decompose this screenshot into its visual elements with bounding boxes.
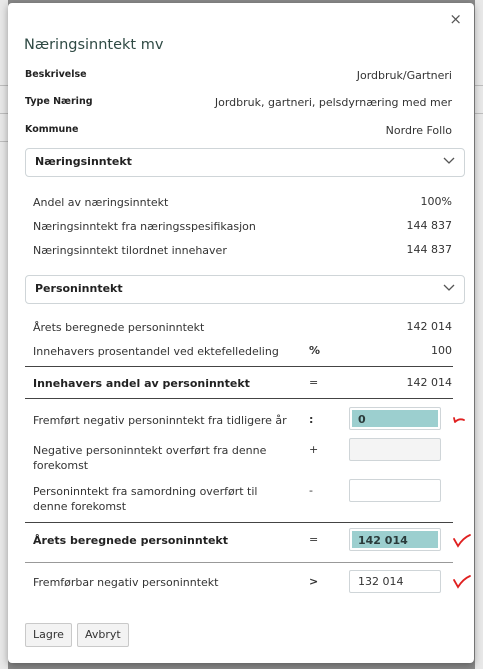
row-operator: - (309, 484, 313, 497)
row-value: 142 014 (406, 376, 452, 389)
row-label: Fremført negativ personinntekt fra tidligere år (33, 414, 287, 427)
info-value: Jordbruk, gartneri, pelsdyrnæring med mer (214, 96, 452, 109)
row-value: 144 837 (406, 243, 452, 256)
row-operator: > (309, 575, 319, 588)
info-row-kommune (25, 124, 452, 140)
row-value: 100% (420, 195, 452, 208)
row-label: Næringsinntekt tilordnet innehaver (33, 244, 227, 257)
arets-beregnede-field (349, 528, 441, 551)
naeringsinntekt-dialog (8, 3, 474, 663)
row-operator: % (309, 344, 321, 357)
divider (25, 366, 453, 367)
section-title: Næringsinntekt (35, 155, 132, 168)
chevron-down-icon (442, 153, 456, 167)
input-value: 142 014 (352, 531, 438, 548)
fremfort-negativ-input[interactable] (349, 407, 441, 430)
checkmark-annotation-icon (452, 574, 472, 590)
cancel-button[interactable]: Avbryt (77, 623, 129, 647)
row-operator: : (309, 413, 314, 426)
row-value: 144 837 (406, 219, 452, 232)
dialog-title: Næringsinntekt mv (24, 37, 164, 53)
row-value: 142 014 (406, 320, 452, 333)
row-label: Innehavers prosentandel ved ektefelledeling (33, 345, 279, 358)
section-personinntekt-header[interactable] (25, 275, 465, 304)
checkmark-annotation-icon (452, 533, 472, 549)
row-label: Årets beregnede personinntekt (33, 321, 205, 334)
divider (25, 398, 453, 399)
row-label: Personinntekt fra samordning overført til denne forekomst (33, 485, 258, 513)
row-label: Næringsinntekt fra næringsspesifikasjon (33, 220, 256, 233)
row-label: Innehavers andel av personinntekt (33, 377, 250, 390)
annotation-mark-icon (452, 415, 466, 425)
divider (25, 562, 453, 563)
row-label: Årets beregnede personinntekt (33, 534, 229, 547)
fremforbar-negativ-input[interactable]: 132 014 (349, 570, 441, 593)
divider (25, 522, 453, 523)
info-value: Jordbruk/Gartneri (356, 69, 452, 82)
negative-overfort-input[interactable] (349, 438, 441, 461)
samordning-input[interactable] (349, 479, 441, 502)
input-value: 0 (352, 410, 438, 427)
save-button[interactable]: Lagre (25, 623, 72, 647)
background-right-edge (475, 0, 483, 669)
row-operator: = (309, 533, 319, 546)
info-label: Type Næring (25, 96, 93, 107)
row-label: Andel av næringsinntekt (33, 196, 169, 209)
info-row-type-naering (25, 96, 452, 112)
info-label: Beskrivelse (25, 69, 87, 80)
close-icon[interactable]: × (449, 10, 462, 28)
row-operator: = (309, 376, 319, 389)
info-value: Nordre Follo (385, 124, 452, 137)
chevron-down-icon (442, 280, 456, 294)
background-left-edge (0, 0, 8, 669)
section-title: Personinntekt (35, 282, 123, 295)
row-value: 100 (431, 344, 452, 357)
row-label: Negative personinntekt overført fra denne forekomst (33, 444, 267, 472)
section-naeringsinntekt-header[interactable] (25, 148, 465, 177)
info-label: Kommune (25, 124, 79, 135)
row-label: Fremførbar negativ personinntekt (33, 576, 219, 589)
row-operator: + (309, 443, 319, 456)
info-row-beskrivelse (25, 69, 452, 85)
